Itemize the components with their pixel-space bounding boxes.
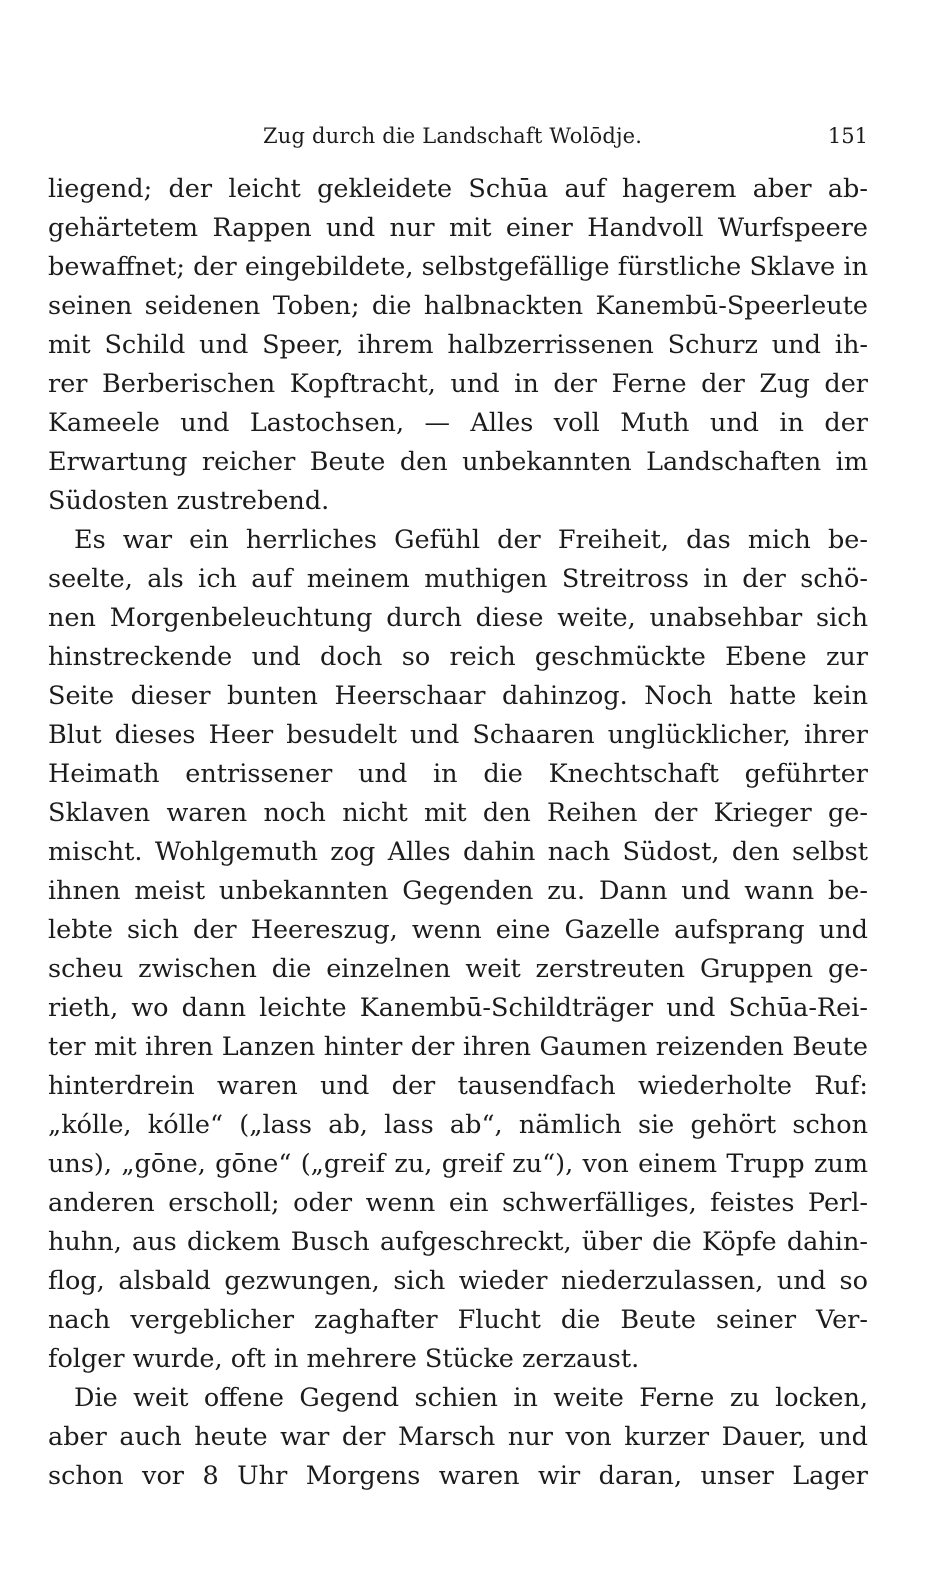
paragraph-2 — [48, 521, 868, 1379]
text-line: hinterdrein waren und der tausendfach wiederholte Ruf: — [48, 1071, 868, 1101]
text-line: scheu zwischen die einzelnen weit zerstreuten Gruppen ge- — [48, 954, 868, 984]
body-text — [48, 170, 868, 1496]
text-line: aber auch heute war der Marsch nur von kurzer Dauer, und — [48, 1422, 868, 1452]
text-line: liegend; der leicht gekleidete Schūa auf hagerem aber ab- — [48, 174, 868, 204]
text-line: mischt. Wohlgemuth zog Alles dahin nach Südost, den selbst — [48, 837, 868, 867]
text-line: ihnen meist unbekannten Gegenden zu. Dann und wann be- — [48, 876, 868, 906]
text-line: Blut dieses Heer besudelt und Schaaren unglücklicher, ihrer — [48, 720, 868, 750]
text-line: uns), „gōne, gōne“ („greif zu, greif zu“), von einem Trupp zum — [48, 1149, 868, 1179]
text-line: anderen erscholl; oder wenn ein schwerfälliges, feistes Perl- — [48, 1188, 868, 1218]
page-number: 151 — [827, 124, 868, 148]
text-line: seinen seidenen Toben; die halbnackten Kanembū-Speerleute — [48, 291, 868, 321]
text-line: bewaffnet; der eingebildete, selbstgefällige fürstliche Sklave in — [48, 252, 868, 282]
text-line: rer Berberischen Kopftracht, und in der Ferne der Zug der — [48, 369, 868, 399]
text-line: gehärtetem Rappen und nur mit einer Handvoll Wurfspeere — [48, 213, 868, 243]
text-line: Südosten zustrebend. — [48, 486, 330, 516]
text-line: rieth, wo dann leichte Kanembū-Schildträger und Schūa-Rei- — [48, 993, 868, 1023]
text-line: Seite dieser bunten Heerschaar dahinzog. Noch hatte kein — [48, 681, 868, 711]
paragraph-3 — [48, 1379, 868, 1496]
text-line: mit Schild und Speer, ihrem halbzerrissenen Schurz und ih- — [48, 330, 868, 360]
text-line: seelte, als ich auf meinem muthigen Streitross in der schö- — [48, 564, 868, 594]
paragraph-1 — [48, 170, 868, 521]
text-line: flog, alsbald gezwungen, sich wieder niederzulassen, und so — [48, 1266, 868, 1296]
text-line: „kólle, kólle“ („lass ab, lass ab“, nämlich sie gehört schon — [48, 1110, 868, 1140]
text-line: hinstreckende und doch so reich geschmückte Ebene zur — [48, 642, 868, 672]
text-line: nen Morgenbeleuchtung durch diese weite, unabsehbar sich — [48, 603, 868, 633]
text-line: nach vergeblicher zaghafter Flucht die Beute seiner Ver- — [48, 1305, 868, 1335]
text-line: Es war ein herrliches Gefühl der Freiheit, das mich be- — [74, 525, 868, 555]
text-line: ter mit ihren Lanzen hinter der ihren Gaumen reizenden Beute — [48, 1032, 868, 1062]
text-line: lebte sich der Heereszug, wenn eine Gazelle aufsprang und — [48, 915, 868, 945]
text-line: Kameele und Lastochsen, — Alles voll Muth und in der — [48, 408, 868, 438]
text-line: schon vor 8 Uhr Morgens waren wir daran, unser Lager — [48, 1461, 868, 1491]
running-title: Zug durch die Landschaft Wolōdje. — [263, 124, 643, 148]
text-line: folger wurde, oft in mehrere Stücke zerzaust. — [48, 1344, 640, 1374]
text-line: Erwartung reicher Beute den unbekannten Landschaften im — [48, 447, 868, 477]
text-line: Sklaven waren noch nicht mit den Reihen der Krieger ge- — [48, 798, 868, 828]
text-line: Heimath entrissener und in die Knechtschaft geführter — [48, 759, 868, 789]
page-header — [48, 118, 868, 158]
text-line: huhn, aus dickem Busch aufgeschreckt, über die Köpfe dahin- — [48, 1227, 868, 1257]
text-line: Die weit offene Gegend schien in weite Ferne zu locken, — [74, 1383, 868, 1413]
